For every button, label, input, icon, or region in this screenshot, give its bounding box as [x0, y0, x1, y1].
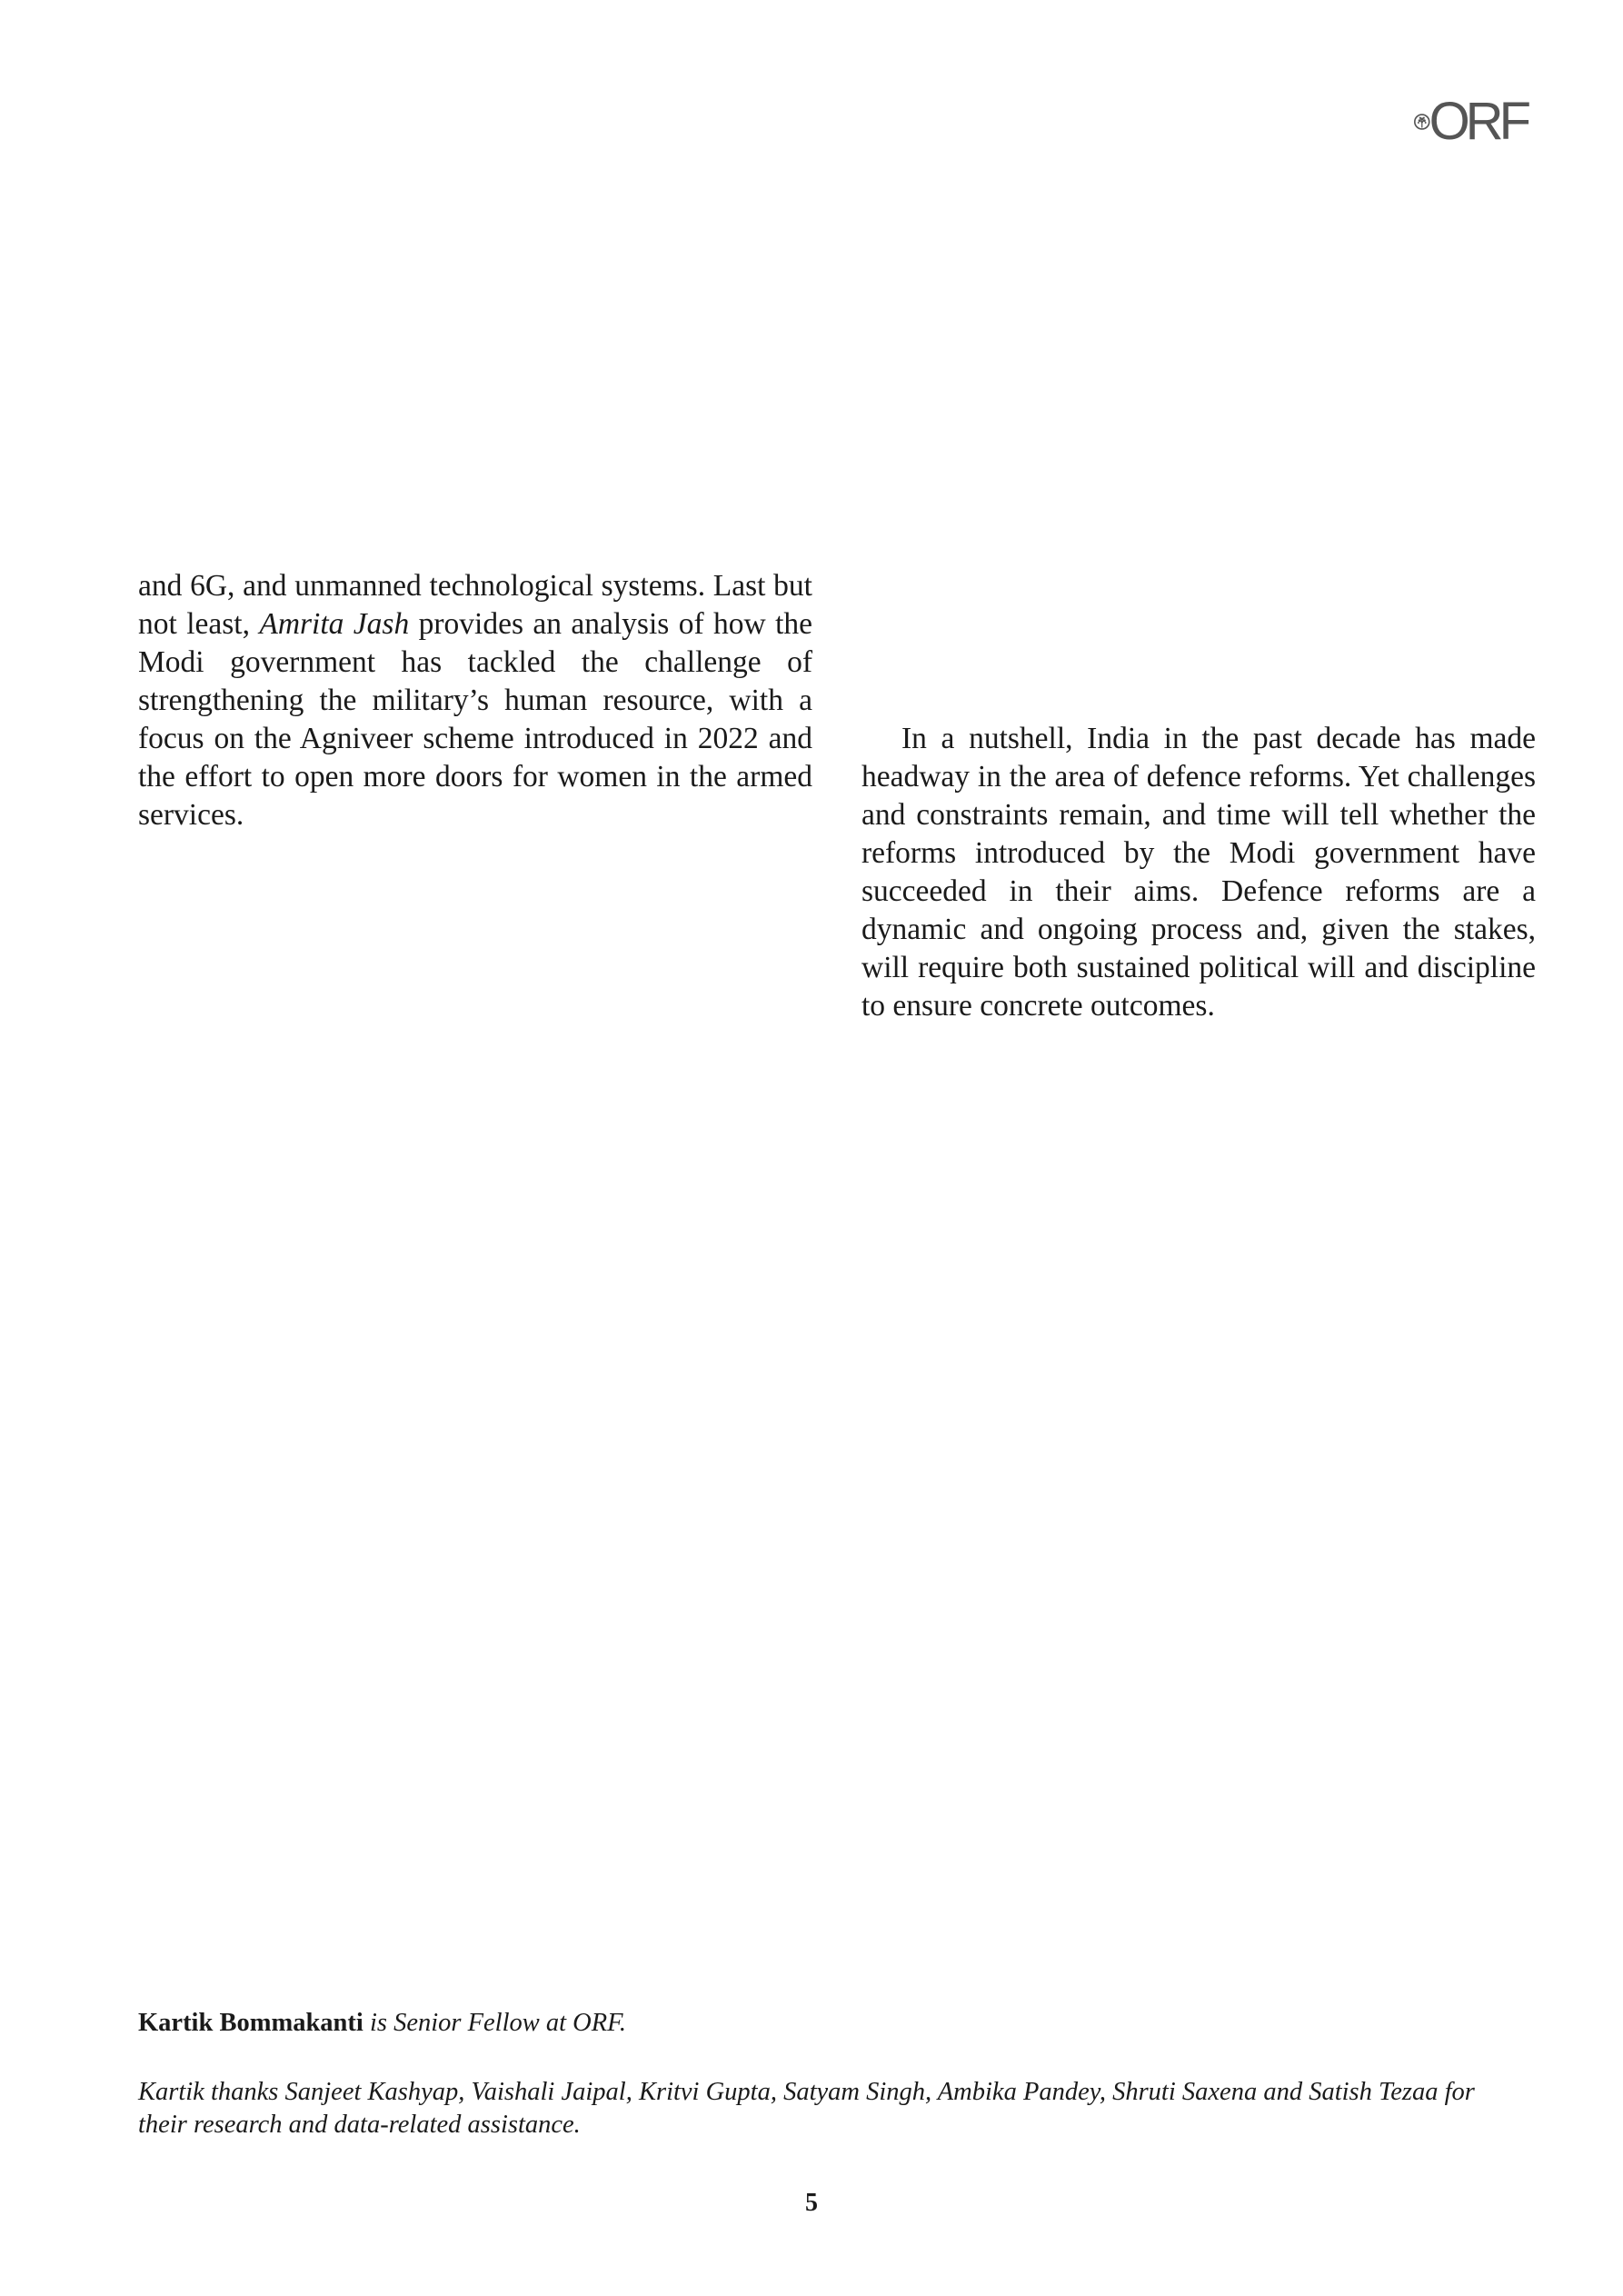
author-name-italic: Amrita Jash — [259, 607, 410, 641]
acknowledgement: Kartik thanks Sanjeet Kashyap, Vaishali Jaipal, Kritvi Gupta, Satyam Singh, Ambika Pandey, Shruti Saxena and Satish Tezaa for their research and data-related assistance. — [138, 2078, 1475, 2139]
page-number: 5 — [805, 2189, 818, 2217]
author-bio-role: is Senior Fellow at ORF. — [363, 2009, 627, 2037]
left-text-end: provides an analysis of how the Modi government has tackled the challenge of strengthening the military’s human resource, with a focus on the Agniveer scheme introduced in 2022 and the effort to open more doors for women in the armed services. — [138, 607, 812, 832]
logo-text: ORF — [1429, 92, 1527, 151]
left-text-start: and 6G, and unmanned technological systems. Last but not least, — [138, 569, 812, 641]
tree-emblem-icon — [1414, 97, 1430, 146]
author-bio — [138, 2007, 1528, 2040]
author-bio-name: Kartik Bommakanti — [138, 2009, 363, 2037]
orf-logo — [1414, 92, 1527, 151]
left-column-paragraph — [138, 567, 812, 834]
right-column-paragraph: In a nutshell, India in the past decade has made headway in the area of defence reforms. Yet challenges and constraints remain, and time will tell whether the reforms introduced by the Modi government have succeeded in their aims. Defence reforms are a dynamic and ongoing process and, given the stakes, will require both sustained political will and discipline to ensure concrete outcomes. — [861, 722, 1536, 1023]
